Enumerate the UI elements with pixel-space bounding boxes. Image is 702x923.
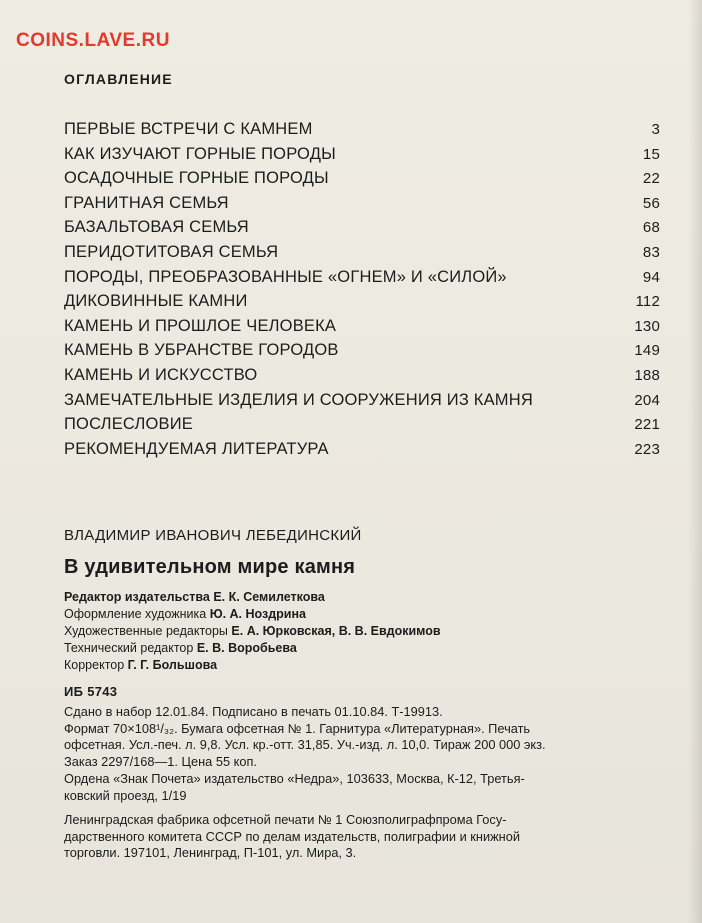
toc-heading: ОГЛАВЛЕНИЕ — [64, 71, 173, 87]
site-watermark: COINS.LAVE.RU — [16, 30, 170, 51]
toc-entry-title: ДИКОВИННЫЕ КАМНИ — [64, 292, 248, 311]
credit-line — [64, 640, 441, 657]
credit-person: Г. Г. Большова — [127, 658, 218, 672]
toc-entry — [64, 268, 660, 293]
toc-entry-title: ЗАМЕЧАТЕЛЬНЫЕ ИЗДЕЛИЯ И СООРУЖЕНИЯ ИЗ КАМНЯ — [64, 390, 533, 409]
toc-entry-page: 204 — [634, 391, 660, 409]
toc-entry — [64, 440, 660, 465]
toc-entry — [64, 415, 660, 440]
toc-entry-page: 130 — [634, 317, 660, 335]
credit-person: Е. А. Юрковская, В. В. Евдокимов — [231, 624, 441, 638]
toc-entry-page: 188 — [634, 366, 660, 384]
toc-entry — [64, 292, 660, 317]
toc-entry — [64, 169, 660, 194]
toc-entry-title: БАЗАЛЬТОВАЯ СЕМЬЯ — [64, 218, 249, 237]
toc-entry-title: КАК ИЗУЧАЮТ ГОРНЫЕ ПОРОДЫ — [64, 144, 336, 163]
credit-person: Е. К. Семилеткова — [213, 590, 325, 604]
toc-entry-title: ГРАНИТНАЯ СЕМЬЯ — [64, 193, 229, 212]
toc-entry-page: 3 — [651, 121, 660, 138]
imprint-line: Ордена «Знак Почета» издательство «Недра», 103633, Москва, К-12, Третья- — [64, 771, 525, 786]
table-of-contents — [64, 120, 660, 464]
toc-entry-title: ОСАДОЧНЫЕ ГОРНЫЕ ПОРОДЫ — [64, 169, 329, 188]
page-edge-shadow — [688, 0, 702, 923]
credit-line — [64, 657, 441, 674]
toc-entry-title: КАМЕНЬ И ИСКУССТВО — [64, 365, 258, 384]
toc-entry-page: 221 — [634, 416, 660, 434]
credit-role: Оформление художника — [64, 607, 207, 621]
credit-role: Корректор — [64, 658, 125, 672]
ib-number: ИБ 5743 — [64, 684, 118, 699]
toc-entry-page: 149 — [634, 342, 660, 360]
author-name: ВЛАДИМИР ИВАНОВИЧ ЛЕБЕДИНСКИЙ — [64, 527, 362, 544]
toc-entry-page: 22 — [642, 170, 660, 188]
credit-person: Ю. А. Ноздрина — [209, 607, 306, 621]
toc-entry-title: КАМЕНЬ И ПРОШЛОЕ ЧЕЛОВЕКА — [64, 316, 337, 335]
toc-entry — [64, 194, 660, 219]
imprint-line: Формат 70×108¹/₃₂. Бумага офсетная № 1. Гарнитура «Литературная». Печать — [64, 720, 531, 736]
toc-entry-page: 56 — [642, 194, 660, 212]
toc-entry-page: 83 — [642, 243, 660, 261]
imprint-line: торговли. 197101, Ленинград, П-101, ул. Мира, 3. — [64, 845, 357, 860]
credits-block — [64, 589, 441, 674]
toc-entry — [64, 366, 660, 391]
credit-line — [64, 623, 441, 640]
toc-entry-page: 68 — [642, 219, 660, 237]
imprint-line: Сдано в набор 12.01.84. Подписано в печать 01.10.84. Т-19913. — [64, 704, 443, 719]
print-details — [64, 704, 660, 770]
toc-entry-title: РЕКОМЕНДУЕМАЯ ЛИТЕРАТУРА — [64, 439, 329, 458]
toc-entry-page: 15 — [642, 145, 660, 163]
toc-entry-page: 223 — [634, 440, 660, 458]
toc-entry-title: КАМЕНЬ В УБРАНСТВЕ ГОРОДОВ — [64, 341, 339, 360]
imprint-line: Заказ 2297/168—1. Цена 55 коп. — [64, 753, 257, 769]
toc-entry — [64, 145, 660, 170]
toc-entry — [64, 317, 660, 342]
book-title: В удивительном мире камня — [64, 556, 356, 578]
toc-entry — [64, 391, 660, 416]
imprint-line: офсетная. Усл.-печ. л. 9,8. Усл. кр.-отт. 31,85. Уч.-изд. л. 10,0. Тираж 200 000 экз. — [64, 737, 546, 752]
publisher-details — [64, 771, 660, 804]
credit-person: Е. В. Воробьева — [196, 641, 297, 655]
toc-entry — [64, 120, 660, 145]
printer-details — [64, 812, 660, 862]
toc-entry — [64, 341, 660, 366]
credit-role: Технический редактор — [64, 641, 194, 655]
toc-entry-page: 112 — [635, 293, 660, 311]
credit-line — [64, 606, 441, 623]
toc-entry-page: 94 — [642, 268, 660, 286]
toc-entry-title: ПЕРИДОТИТОВАЯ СЕМЬЯ — [64, 242, 279, 261]
imprint-line: Ленинградская фабрика офсетной печати № 1 Союзполиграфпрома Госу- — [64, 812, 507, 827]
credit-role: Художественные редакторы — [64, 624, 228, 638]
toc-entry-title: ПОСЛЕСЛОВИЕ — [64, 415, 193, 434]
toc-entry — [64, 218, 660, 243]
toc-entry-title: ПЕРВЫЕ ВСТРЕЧИ С КАМНЕМ — [64, 120, 313, 138]
imprint-line: дарственного комитета СССР по делам издательств, полиграфии и книжной — [64, 828, 520, 844]
credit-line — [64, 589, 441, 606]
credit-role: Редактор издательства — [64, 590, 210, 604]
toc-entry-title: ПОРОДЫ, ПРЕОБРАЗОВАННЫЕ «ОГНЕМ» И «СИЛОЙ» — [64, 267, 507, 286]
imprint-line: ковский проезд, 1/19 — [64, 787, 187, 803]
toc-entry — [64, 243, 660, 268]
